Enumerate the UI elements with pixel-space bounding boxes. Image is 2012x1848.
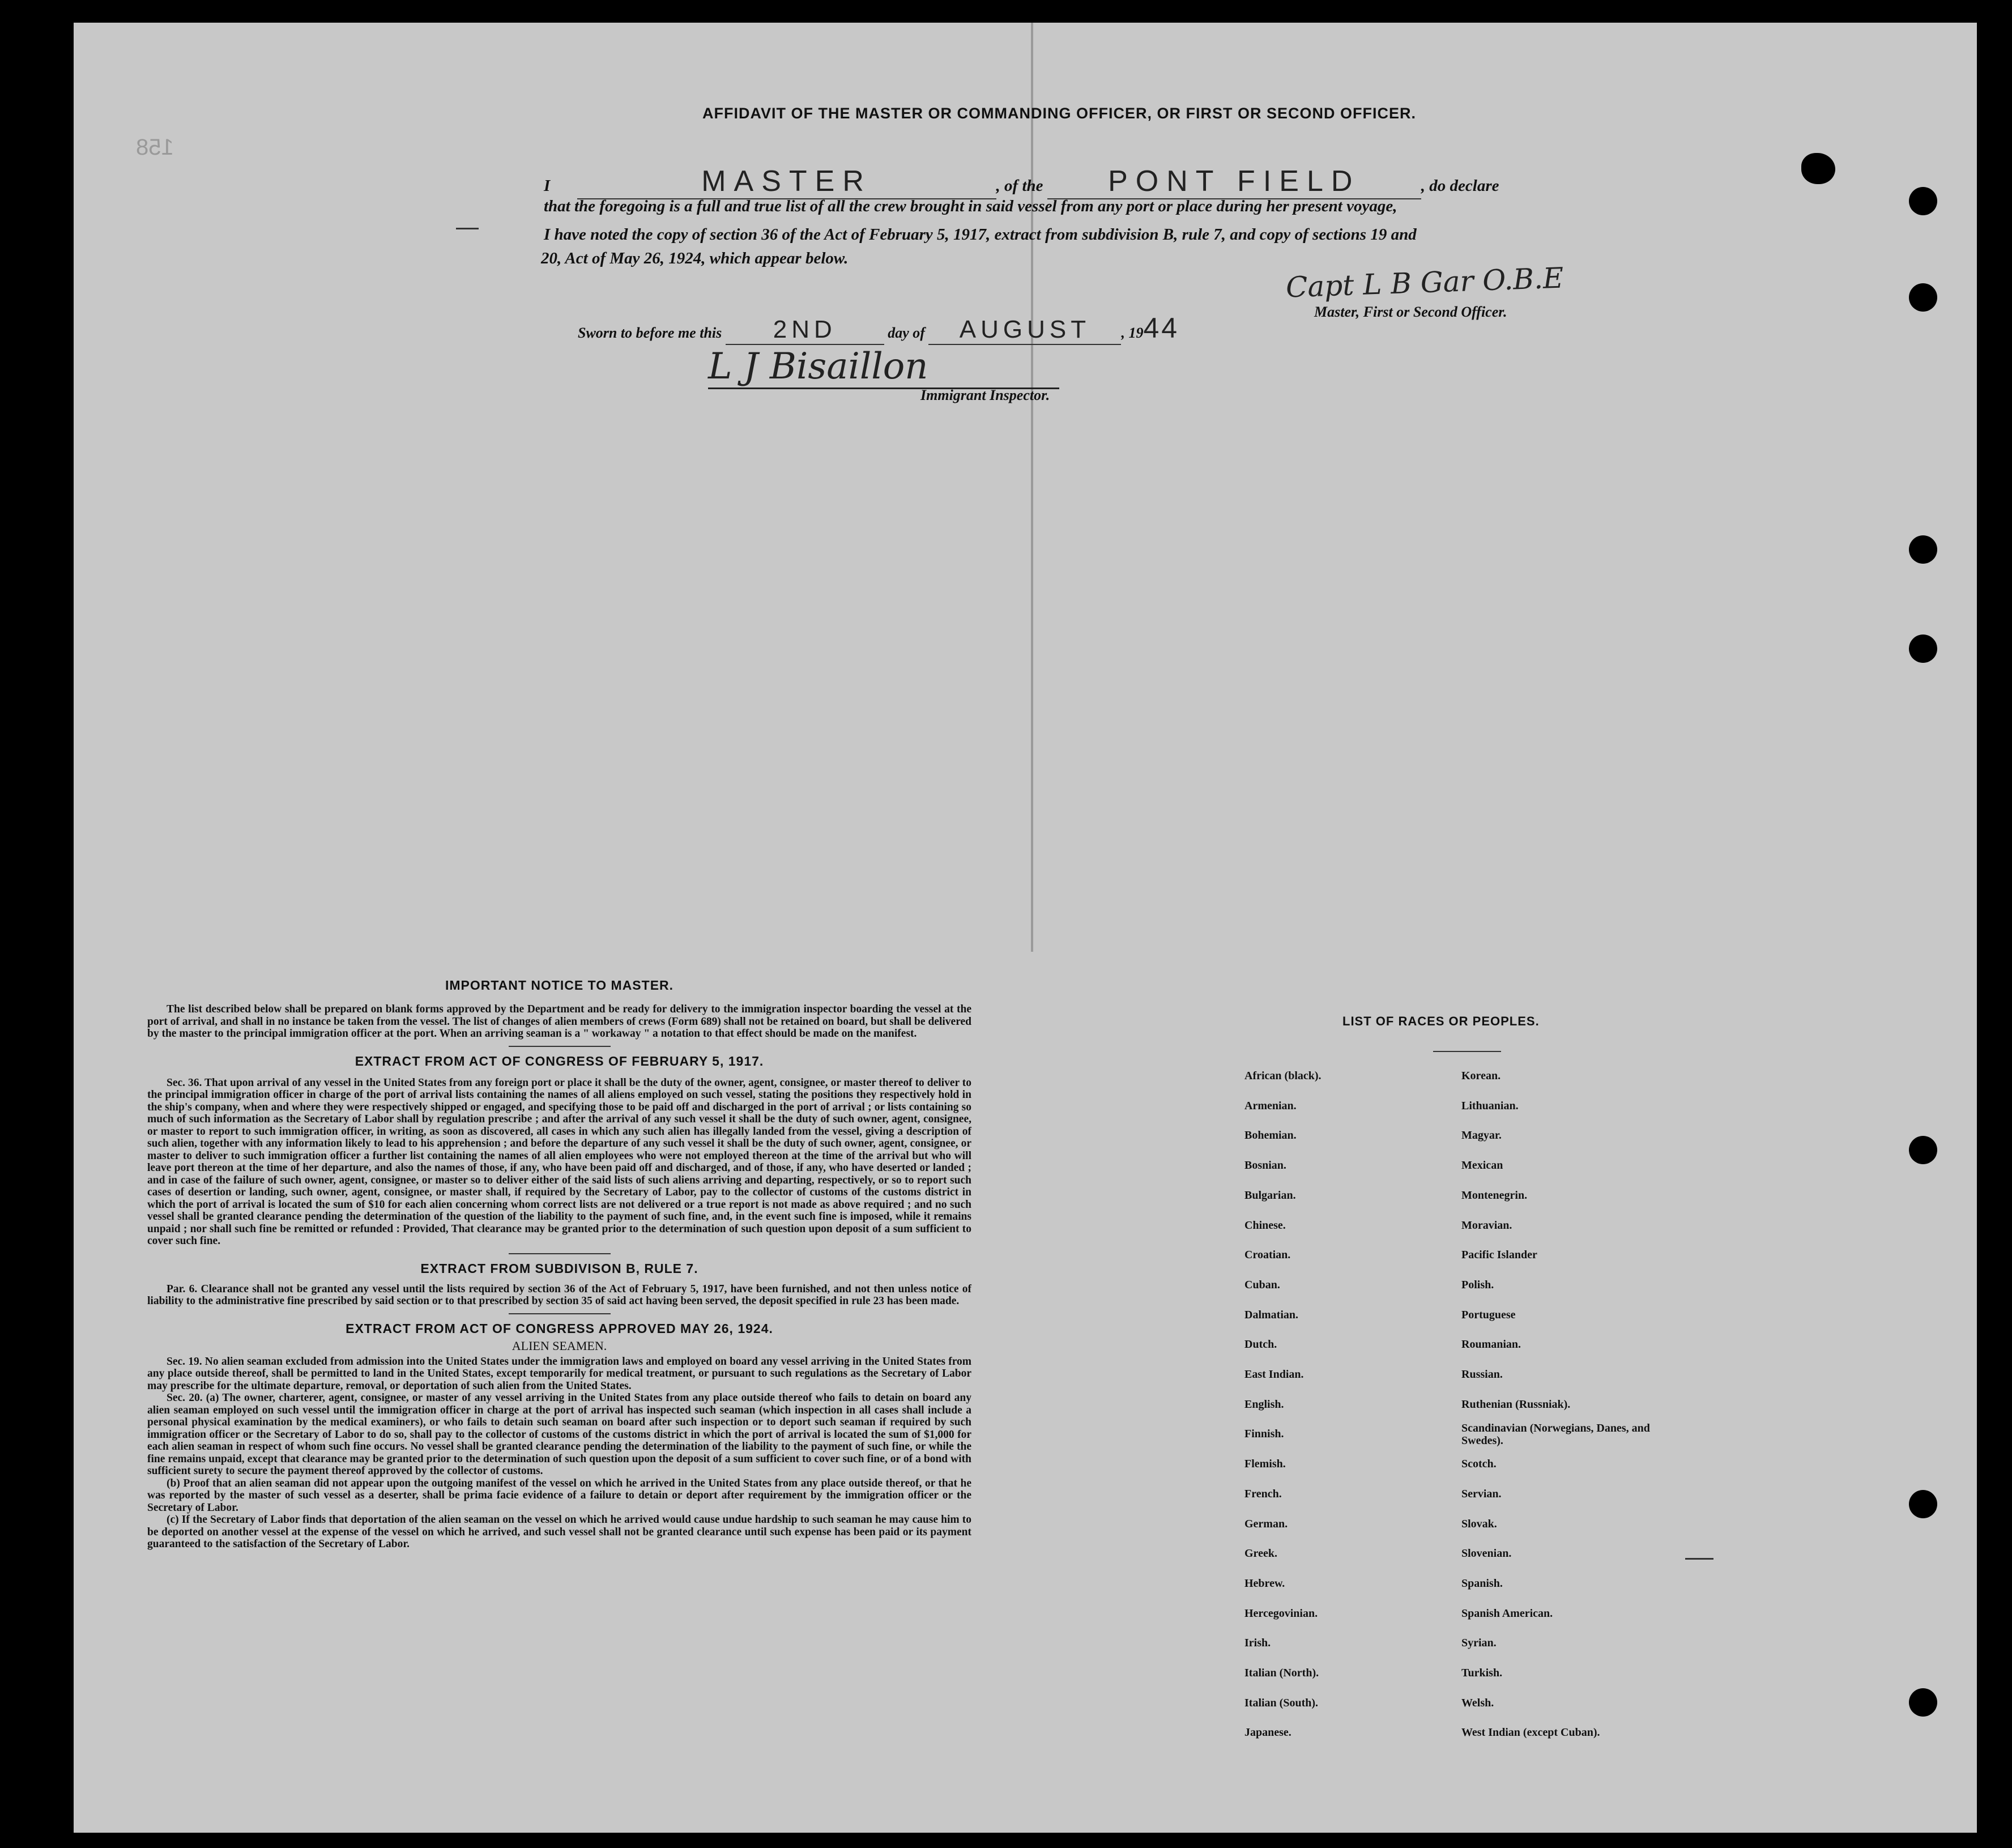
race-item: Turkish. [1461,1667,1503,1679]
punch-hole [1909,535,1937,564]
race-item: Lithuanian. [1461,1100,1519,1112]
race-item: Roumanian. [1461,1338,1521,1351]
divider [509,1313,611,1314]
race-item: Spanish American. [1461,1607,1553,1620]
inspector-signature: L J Bisaillon [708,346,1059,389]
punch-hole [1909,1136,1937,1164]
punch-hole [1909,187,1937,215]
race-item: Italian (North). [1244,1667,1319,1679]
master-signature: Capt L B Gar O.B.E [1285,261,1565,304]
extract3-sec20c: (c) If the Secretary of Labor finds that deportation of the alien seaman on the vessel on which he arrived would cause undue hardship to such seaman he may cause him to be deported on another vessel at the expense of the vessel on which he arrived, and such vessel shall not be granted clearance until such expense has been paid or its payment guaranteed to the satisfaction of the Secretary of Labor. [147,1514,971,1550]
sworn-line [578,312,1371,345]
race-item: German. [1244,1518,1288,1530]
race-item: Dutch. [1244,1338,1277,1351]
divider [509,1046,611,1047]
race-item: African (black). [1244,1070,1322,1082]
race-item: Polish. [1461,1279,1494,1291]
extract3-sec20a: Sec. 20. (a) The owner, charterer, agent, consignee, or master of any vessel arriving in the United States from any place outside thereof who fails to detain on board any alien seaman employed on such vessel until the immigration officer in charge at the port of arrival has inspected such seaman (which inspection in all cases shall include a personal physical examination by the medical examiners), or who fails to detain such seaman on board after such inspection or to deport such seaman if required by such immigration officer or the Secretary of Labor to do so, shall pay to the collector of customs of the customs district in which the port of arrival is located the sum of $1,000 for each alien seaman in respect of whom such fine occurs. No vessel shall be granted clearance pending the determination of the liability to the payment of such fine, or while the fine remains unpaid, except that clearance may be granted prior to the determination of such question upon the deposit of a sum sufficient to cover such fine, or of a bond with sufficient surety to secure the payment thereof approved by the collector of customs. [147,1392,971,1477]
race-item: Flemish. [1244,1458,1286,1470]
race-item: Welsh. [1461,1697,1494,1709]
race-item: Korean. [1461,1070,1501,1082]
notice-title: IMPORTANT NOTICE TO MASTER. [445,978,674,993]
master-signature-label: Master, First or Second Officer. [1314,304,1507,320]
punch-hole [1909,1688,1937,1717]
margin-mark [456,228,479,229]
race-item: Ruthenian (Russniak). [1461,1398,1571,1411]
race-item: Armenian. [1244,1100,1297,1112]
race-item: Bohemian. [1244,1129,1297,1142]
declaration-body-3: 20, Act of May 26, 1924, which appear below. [541,249,849,267]
extract3-sec19: Sec. 19. No alien seaman excluded from admission into the United States under the immigration laws and employed on board any vessel arriving in the United States from any place outside thereof, shall be permitted to land in the United States, except temporarily for medical treatment, or pursuant to such regulations as the Secretary of Labor may prescribe for the ultimate departure, removal, or deportation of such alien from the United States. [147,1355,971,1392]
race-item: Bulgarian. [1244,1189,1296,1202]
extract2-text: Par. 6. Clearance shall not be granted any vessel until the lists required by section 36 of the Act of February 5, 1917, have been furnished, and not then unless notice of liability to the administrative fine prescribed by said section or to that prescribed by section 35 of said act having been served, the deposit specified in rule 23 has been made. [147,1283,971,1307]
punch-hole [1909,1490,1937,1518]
divider [509,1253,611,1254]
extract2-title: EXTRACT FROM SUBDIVISON B, RULE 7. [420,1261,698,1276]
race-item: Cuban. [1244,1279,1280,1291]
fold-crease [1031,23,1033,952]
races-title: LIST OF RACES OR PEOPLES. [1342,1014,1540,1028]
race-item: East Indian. [1244,1368,1304,1381]
race-item: Slovenian. [1461,1547,1512,1560]
race-item: Greek. [1244,1547,1277,1560]
race-item: Syrian. [1461,1637,1497,1649]
handwritten-vessel-name: PONT FIELD [1108,165,1361,198]
declaration-body-1: that the foregoing is a full and true list of all the crew brought in said vessel from any port or place during her present voyage, [544,197,1397,215]
race-item: Scandinavian (Norwegians, Danes, and Swedes). [1461,1422,1650,1447]
punch-hole [1909,635,1937,663]
day-of-label: day of [888,325,925,341]
race-item: Russian. [1461,1368,1503,1381]
extract3-title: EXTRACT FROM ACT OF CONGRESS APPROVED MAY 26, 1924. [346,1321,773,1336]
race-item: West Indian (except Cuban). [1461,1726,1600,1739]
inspector-signature-label: Immigrant Inspector. [920,387,1050,403]
handwritten-title: MASTER [701,165,872,198]
race-item: Spanish. [1461,1577,1503,1590]
punch-hole [1909,283,1937,312]
race-item: Dalmatian. [1244,1309,1298,1321]
race-item: Pacific Islander [1461,1249,1537,1261]
race-item: Servian. [1461,1488,1502,1500]
race-item: Portuguese [1461,1309,1516,1321]
declaration-line [544,164,1575,199]
extract3-subtitle: ALIEN SEAMEN. [511,1338,607,1353]
extract1-title: EXTRACT FROM ACT OF CONGRESS OF FEBRUARY 5, 1917. [355,1053,764,1068]
race-item: Mexican [1461,1159,1503,1172]
race-item: Magyar. [1461,1129,1502,1142]
margin-mark [1685,1558,1713,1560]
document-page [74,23,1977,1833]
handwritten-day: 2ND [773,316,837,343]
handwritten-year: 44 [1143,312,1180,344]
race-item: Chinese. [1244,1219,1286,1232]
race-item: Hebrew. [1244,1577,1285,1590]
year-prefix: , 19 [1121,325,1144,341]
race-item: French. [1244,1488,1282,1500]
race-item: Slovak. [1461,1518,1497,1530]
handwritten-month: AUGUST [959,316,1091,343]
race-item: Hercegovinian. [1244,1607,1318,1620]
sworn-label: Sworn to before me this [578,325,722,341]
notice-text: The list described below shall be prepared on blank forms approved by the Department and be ready for delivery to the immigration inspector boarding the vessel at the port of arrival, and shall in no instance be taken from the vessel. The list of changes of alien members of crews (Form 689) shall not be retained on board, but shall be delivered by the master to the principal immigration officer at the port. When an arriving seaman is a " workaway " a notation to that effect should be made on the manifest. [147,1003,971,1040]
declaration-of-the: , of the [996,177,1043,195]
notice-column [147,978,971,1551]
race-item: Croatian. [1244,1249,1291,1261]
page-number: 158 [136,135,174,160]
race-item: Japanese. [1244,1726,1291,1739]
declaration-body-2: I have noted the copy of section 36 of the Act of February 5, 1917, extract from subdivision B, rule 7, and copy of sections 19 and [544,225,1417,244]
divider [1433,1051,1501,1052]
race-item: Bosnian. [1244,1159,1286,1172]
extract3-sec20b: (b) Proof that an alien seaman did not appear upon the outgoing manifest of the vessel on which he arrived in the United States from any place outside thereof, or that he was reported by the master of such vessel as a deserter, shall be prima facie evidence of a failure to detain or deport after requirement by the immigration officer or the Secretary of Labor. [147,1477,971,1514]
declaration-do-declare: , do declare [1421,177,1499,195]
race-item: Scotch. [1461,1458,1497,1470]
extract1-text: Sec. 36. That upon arrival of any vessel in the United States from any foreign port or place it shall be the duty of the owner, agent, consignee, or master thereof to deliver to the principal immigration officer in charge of the port of arrival lists containing the names of all aliens employed on such vessel, stating the positions they respectively hold in the ship's company, when and where they were respectively shipped or engaged, and specifying those to be paid off and discharged in the port of arrival ; or lists containing so much of such information as the Secretary of Labor shall by regulation prescribe ; and after the arrival of any such vessel it shall be the duty of such owner, agent, consignee, or master to report to such immigration officer, in writing, as soon as discovered, all cases in which any such alien has illegally landed from the vessel, giving a description of such alien, together with any information likely to lead to his apprehension ; and before the departure of any such vessel it shall be the duty of such owner, agent, consignee, or master to deliver to such immigration officer a further list containing the names of all alien employees who were not employed thereon at the time of the arrival but who will leave port thereon at the time of her departure, and also the names of those, if any, who have been paid off and discharged, and of those, if any, who have deserted or landed ; and in case of the failure of such owner, agent, consignee, or master so to deliver either of the said lists of such aliens arriving and departing, respectively, or so to report such cases of desertion or landing, such owner, agent, consignee, or master shall, if required by the Secretary of Labor, pay to the collector of customs of the customs district in which the port of arrival is located the sum of $10 for each alien concerning whom correct lists are not delivered or a true report is not made as above required ; and no such vessel shall be granted clearance pending the determination of the question of the liability to the payment of such fine, and, in the event such fine is imposed, while it remains unpaid ; nor shall such fine be remitted or refunded : Provided, That clearance may be granted prior to the determination of such question upon deposit of a sum sufficient to cover such fine. [147,1076,971,1247]
race-item: Moravian. [1461,1219,1512,1232]
race-item: English. [1244,1398,1284,1411]
race-item: Italian (South). [1244,1697,1319,1709]
race-item: Irish. [1244,1637,1271,1649]
punch-hole [1801,153,1835,184]
race-item: Finnish. [1244,1428,1284,1440]
race-item: Montenegrin. [1461,1189,1528,1202]
affidavit-title: AFFIDAVIT OF THE MASTER OR COMMANDING OFFICER, OR FIRST OR SECOND OFFICER. [702,105,1416,122]
declaration-i: I [544,177,551,195]
